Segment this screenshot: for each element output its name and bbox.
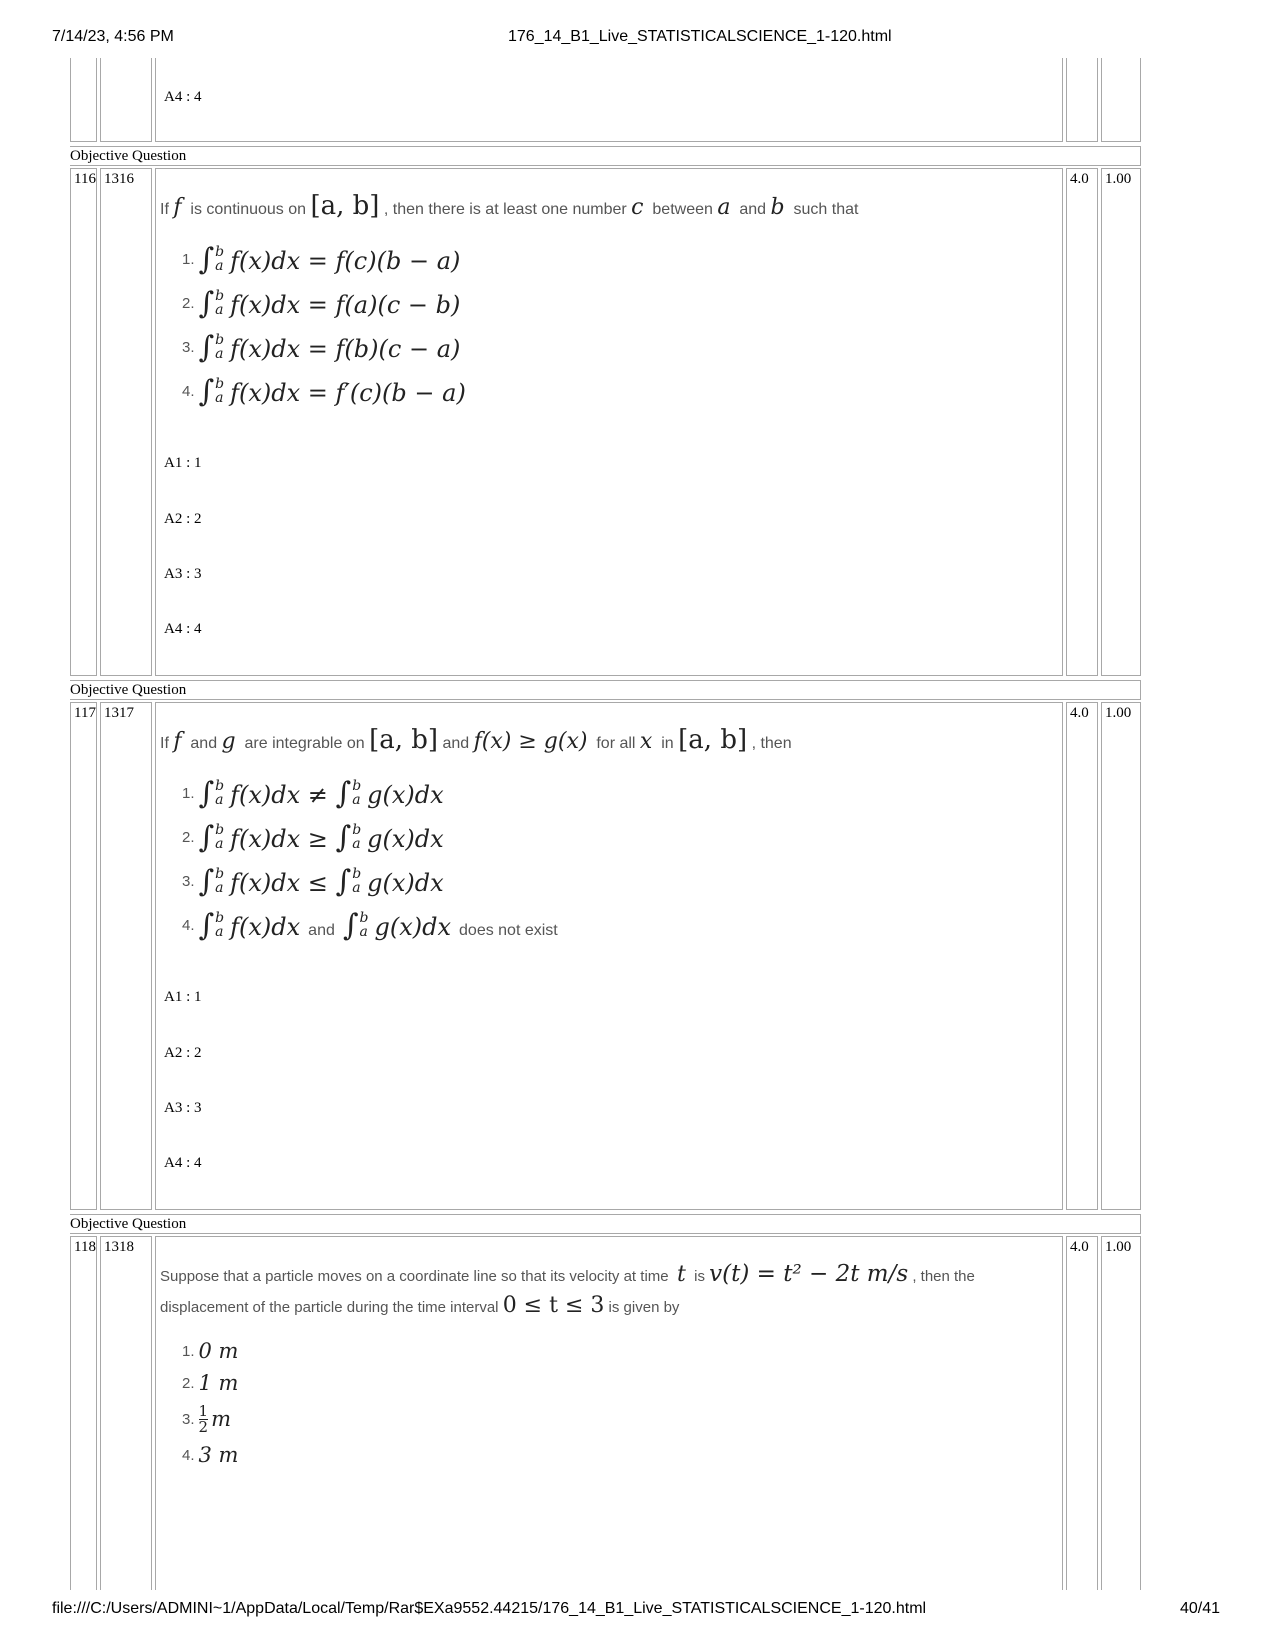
stem-text: in [661,735,674,752]
integral-sign: ∫ b a [335,819,362,855]
answer-a2: A2 : 2 [164,1045,202,1061]
page-number: 40/41 [1180,1600,1221,1617]
math-velocity: v(t) = t² − 2t m/s [709,1261,909,1287]
stem-text: , then the [912,1268,975,1285]
negative-mark-value: 1.00 [1105,705,1132,721]
mark-value: 4.0 [1070,705,1089,721]
negative-mark-value: 1.00 [1105,171,1132,187]
sno-cell [70,1236,97,1590]
serial-number: 118 [74,1239,96,1255]
question-stem [160,191,858,221]
integral-sign: ∫ b a [198,373,225,409]
section-label-row [70,1214,1141,1234]
mark-value: 4.0 [1070,1239,1089,1255]
section-label: Objective Question [70,682,187,698]
integral-sign: ∫ b a [198,907,225,943]
stem-text: If [160,735,169,752]
qid-cell [100,58,152,142]
answer-a4: A4 : 4 [164,1155,202,1171]
option-3: 3. ∫ b a f(x)dx ≤ ∫ b a g(x)dx [182,863,444,899]
math-interval: [a, b] [310,191,380,221]
stem-text: are integrable on [244,735,365,752]
section-label: Objective Question [70,148,187,164]
sno-cell [70,702,97,1210]
math-interval: [a, b] [369,725,439,755]
math-t: t [676,1262,686,1287]
print-filename: 176_14_B1_Live_STATISTICALSCIENCE_1-120.html [508,28,892,45]
option-3: 3. $\frac{1}{2}$ m [182,1401,231,1436]
negative-cell [1101,58,1141,142]
serial-number: 116 [74,171,96,187]
math-inequality: f(x) ≥ g(x) [473,729,588,754]
integral-sign: ∫ b a [198,819,225,855]
option-2: 2. ∫ b a f(x)dx = f(a)(c − b) [182,285,461,321]
stem-text: is continuous on [190,201,307,218]
integral-sign: ∫ b a [198,241,225,277]
sno-cell [70,168,97,676]
question-cell [155,1236,1063,1590]
option-1: 1. 0 m [182,1339,239,1363]
integral-sign: ∫ b a [335,863,362,899]
stem-text: for all [596,735,636,752]
answer-a4: A4 : 4 [164,621,202,637]
section-label-row [70,680,1141,700]
question-table [70,58,1202,1590]
negative-cell [1101,1236,1141,1590]
answer-a4: A4 : 4 [164,89,202,105]
stem-text: such that [793,201,859,218]
answer-a3: A3 : 3 [164,1100,202,1116]
option-list [182,1335,238,1471]
sno-cell [70,58,97,142]
integral-sign: ∫ b a [198,329,225,365]
math-x: x [639,729,653,754]
answer-a1: A1 : 1 [164,989,202,1005]
stem-text: displacement of the particle during the time interval [160,1299,499,1316]
stem-text: , then [751,735,792,752]
stem-text: between [652,201,713,218]
option-2: 2. ∫ b a f(x)dx ≥ ∫ b a g(x)dx [182,819,444,855]
option-4: 4. ∫ b a f(x)dx = f′(c)(b − a) [182,373,466,409]
section-label: Objective Question [70,1216,187,1232]
math-range: 0 ≤ t ≤ 3 [502,1293,605,1318]
mark-cell [1066,168,1098,676]
stem-text: Suppose that a particle moves on a coordinate line so that its velocity at time [160,1268,669,1285]
question-id: 1316 [104,171,134,187]
qid-cell [100,168,152,676]
stem-text: If [160,201,169,218]
stem-text: is [694,1268,705,1285]
question-cell [155,58,1063,142]
negative-cell [1101,702,1141,1210]
option-list [182,237,466,413]
question-id: 1318 [104,1239,134,1255]
option-1: 1. ∫ b a f(x)dx = f(c)(b − a) [182,241,461,277]
mark-cell [1066,702,1098,1210]
option-3: 3. ∫ b a f(x)dx = f(b)(c − a) [182,329,461,365]
integral-sign: ∫ b a [198,863,225,899]
negative-mark-value: 1.00 [1105,1239,1132,1255]
integral-sign: ∫ b a [342,907,369,943]
math-g: g [221,729,236,754]
question-id: 1317 [104,705,134,721]
integral-sign: ∫ b a [335,775,362,811]
integral-sign: ∫ b a [198,775,225,811]
math-c: c [631,195,644,220]
integral-sign: ∫ b a [198,285,225,321]
answer-a2: A2 : 2 [164,511,202,527]
print-datetime: 7/14/23, 4:56 PM [52,28,174,45]
serial-number: 117 [74,705,96,721]
mark-cell [1066,1236,1098,1590]
option-4: 4. ∫ b a f(x)dx and ∫ b a g(x)dx does not exist [182,907,558,943]
stem-text: is given by [608,1299,680,1316]
print-file-path: file:///C:/Users/ADMINI~1/AppData/Local/Temp/Rar$EXa9552.44215/176_14_B1_Live_STATISTICALSCIENCE_1-120.html [52,1600,927,1617]
math-a: a [717,195,731,220]
qid-cell [100,1236,152,1590]
question-cell [155,168,1063,676]
option-4: 4. 3 m [182,1443,239,1467]
fraction: $\frac{1}{2}$ [198,1401,209,1436]
stem-text: and [442,735,470,752]
question-cell [155,702,1063,1210]
section-label-row [70,146,1141,166]
answer-a3: A3 : 3 [164,566,202,582]
math-f: f [173,729,182,754]
question-stem-line-1 [160,1261,975,1287]
answer-a1: A1 : 1 [164,455,202,471]
math-f: f [173,195,182,220]
qid-cell [100,702,152,1210]
stem-text: and [739,201,767,218]
mark-value: 4.0 [1070,171,1089,187]
option-list [182,771,566,947]
question-stem-line-2 [160,1293,679,1318]
mark-cell [1066,58,1098,142]
math-interval: [a, b] [678,725,748,755]
stem-text: , then there is at least one number [383,201,627,218]
option-2: 2. 1 m [182,1371,239,1395]
negative-cell [1101,168,1141,676]
math-b: b [770,195,785,220]
stem-text: and [190,735,218,752]
option-1: 1. ∫ b a f(x)dx ≠ ∫ b a g(x)dx [182,775,444,811]
question-stem [160,725,792,755]
